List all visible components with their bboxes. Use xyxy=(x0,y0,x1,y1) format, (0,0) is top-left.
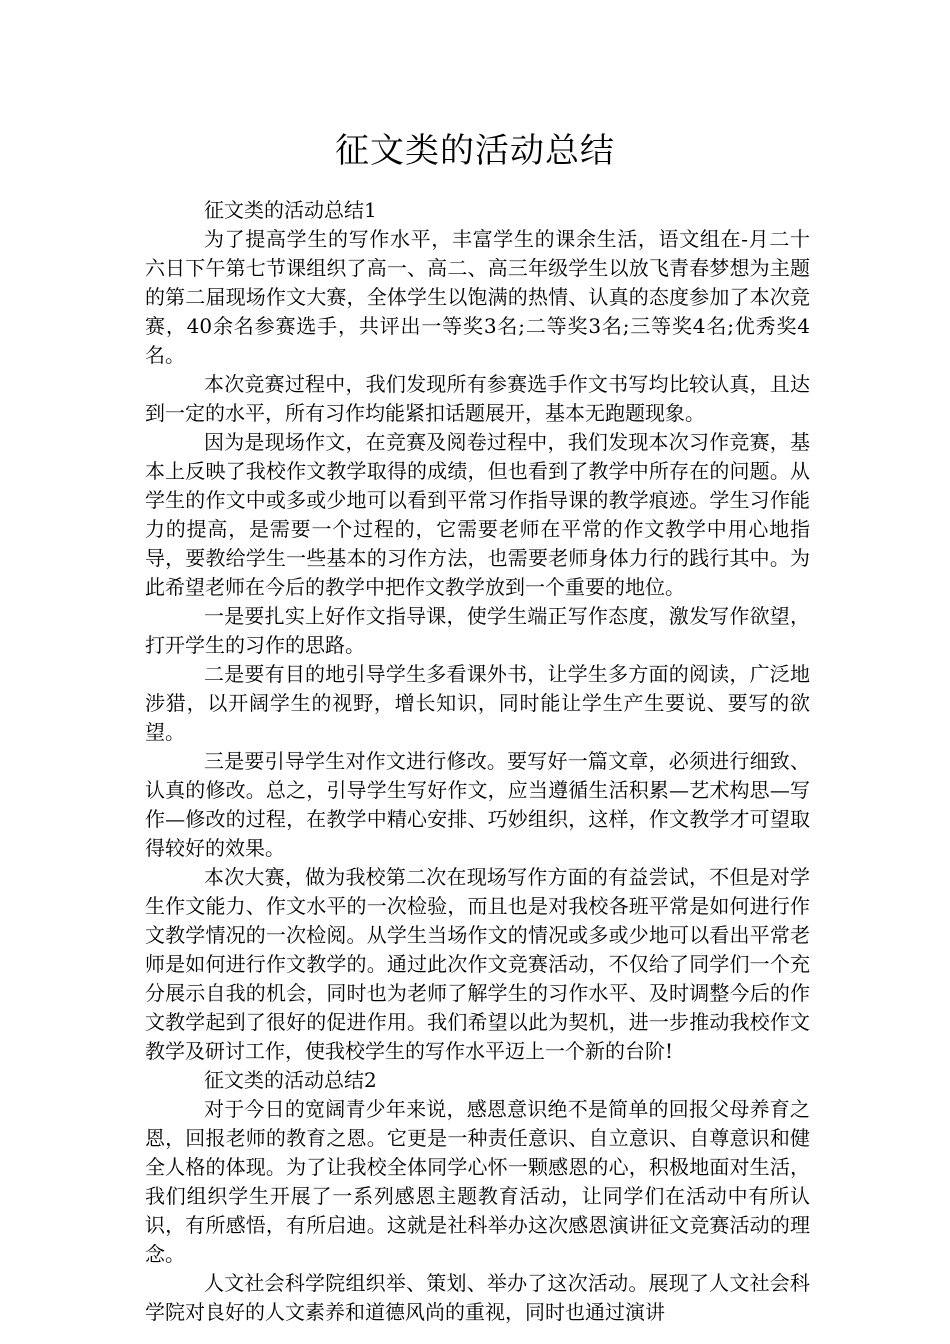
section-heading-2: 征文类的活动总结2 xyxy=(204,1068,377,1092)
paragraph: 人文社会科学院组织举、策划、举办了这次活动。展现了人文社会科学院对良好的人文素养和道德风尚的重视，同时也通过演讲 xyxy=(145,1271,810,1324)
paragraph: 本次大赛，做为我校第二次在现场写作方面的有益尝试，不但是对学生作文能力、作文水平的一次检验，而且也是对我校各班平常是如何进行作文教学情况的一次检阅。从学生当场作文的情况或多或少地可以看出平常老师是如何进行作文教学的。通过此次作文竞赛活动，不仅给了同学们一个充分展示自我的机会，同时也为老师了解学生的习作水平、及时调整今后的作文教学起到了很好的促进作用。我们希望以此为契机，进一步推动我校作文教学及研讨工作，使我校学生的写作水平迈上一个新的台阶! xyxy=(145,865,810,1063)
paragraph: 因为是现场作文，在竞赛及阅卷过程中，我们发现本次习作竞赛，基本上反映了我校作文教学取得的成绩，但也看到了教学中所存在的问题。从学生的作文中或多或少地可以看到平常习作指导课的教学痕迹。学生习作能力的提高，是需要一个过程的，它需要老师在平常的作文教学中用心地指导，要教给学生一些基本的习作方法，也需要老师身体力行的践行其中。为此希望老师在今后的教学中把作文教学放到一个重要的地位。 xyxy=(145,430,810,599)
document-body xyxy=(145,196,810,1327)
paragraph: 二是要有目的地引导学生多看课外书，让学生多方面的阅读，广泛地涉猎，以开阔学生的视野，增长知识，同时能让学生产生要说、要写的欲望。 xyxy=(145,662,810,744)
paragraph: 对于今日的宽阔青少年来说，感恩意识绝不是简单的回报父母养育之恩，回报老师的教育之恩。它更是一种责任意识、自立意识、自尊意识和健全人格的体现。为了让我校全体同学心怀一颗感恩的心，积极地面对生活，我们组织学生开展了一系列感恩主题教育活动，让同学们在活动中有所认识，有所感悟，有所启迪。这就是社科举办这次感恩演讲征文竞赛活动的理念。 xyxy=(145,1097,810,1266)
paragraph: 为了提高学生的写作水平，丰富学生的课余生活，语文组在-月二十六日下午第七节课组织了高一、高二、高三年级学生以放飞青春梦想为主题的第二届现场作文大赛，全体学生以饱满的热情、认真的态度参加了本次竞赛，40余名参赛选手，共评出一等奖3名;二等奖3名;三等奖4名;优秀奖4名。 xyxy=(145,227,810,367)
document-title: 征文类的活动总结 xyxy=(335,131,615,171)
paragraph: 本次竞赛过程中，我们发现所有参赛选手作文书写均比较认真，且达到一定的水平，所有习作均能紧扣话题展开，基本无跑题现象。 xyxy=(145,372,810,425)
paragraph: 三是要引导学生对作文进行修改。要写好一篇文章，必须进行细致、认真的修改。总之，引导学生写好作文，应当遵循生活积累—艺术构思—写作—修改的过程，在教学中精心安排、巧妙组织，这样，作文教学才可望取得较好的效果。 xyxy=(145,749,810,860)
paragraph: 一是要扎实上好作文指导课，使学生端正写作态度，激发写作欲望，打开学生的习作的思路。 xyxy=(145,604,810,657)
section-heading-1: 征文类的活动总结1 xyxy=(204,198,377,222)
